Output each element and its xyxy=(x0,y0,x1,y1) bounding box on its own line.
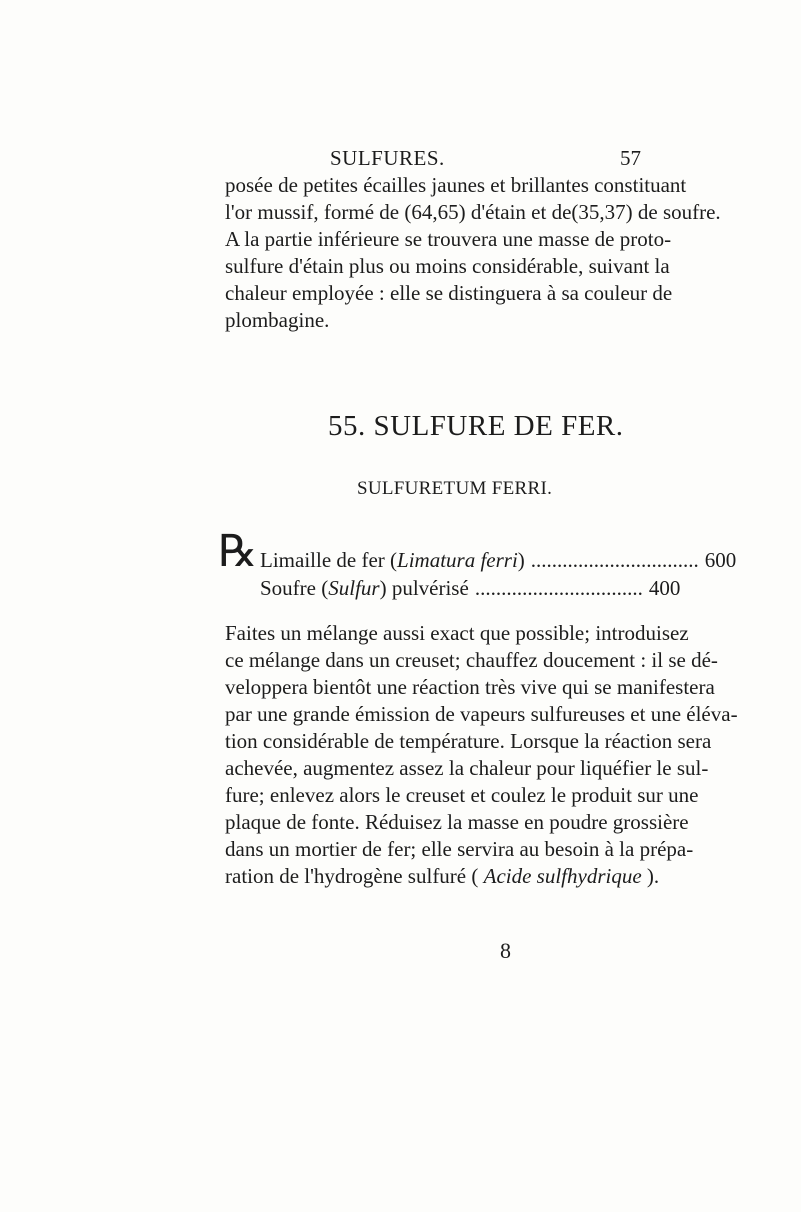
text-line: tion considérable de température. Lorsque la réaction sera xyxy=(225,729,712,753)
text-line: plombagine. xyxy=(225,308,330,332)
paragraph-2 xyxy=(225,620,738,890)
text-line: veloppera bientôt une réaction très vive qui se manifestera xyxy=(225,675,715,699)
leader-dots: ................................ xyxy=(530,548,699,572)
ingredient-name: Limaille de fer (Limatura ferri) xyxy=(260,548,525,572)
text-line: fure; enlevez alors le creuset et coulez le produit sur une xyxy=(225,783,699,807)
ingredient-quantity: 600 xyxy=(704,548,737,572)
text-line: plaque de fonte. Réduisez la masse en poudre grossière xyxy=(225,810,689,834)
ingredient-name: Soufre (Sulfur) pulvérisé xyxy=(260,576,469,600)
section-title: 55. SULFURE DE FER. xyxy=(328,410,624,442)
recipe-symbol: ℞ xyxy=(218,527,258,576)
latin-title: SULFURETUM FERRI. xyxy=(357,478,553,499)
text-line: ce mélange dans un creuset; chauffez doucement : il se dé- xyxy=(225,648,718,672)
ingredient-quantity: 400 xyxy=(648,576,681,600)
text-line: dans un mortier de fer; elle servira au besoin à la prépa- xyxy=(225,837,694,861)
leader-dots: ................................ xyxy=(474,576,643,600)
page-number: 57 xyxy=(620,146,641,170)
text-line: ration de l'hydrogène sulfuré ( Acide sulfhydrique ). xyxy=(225,864,660,888)
recipe-item xyxy=(260,576,681,601)
text-line: Faites un mélange aussi exact que possible; introduisez xyxy=(225,621,689,645)
paragraph-1 xyxy=(225,172,721,334)
signature-mark: 8 xyxy=(500,938,511,963)
text-line: l'or mussif, formé de (64,65) d'étain et de(35,37) de soufre. xyxy=(225,200,721,224)
text-line: par une grande émission de vapeurs sulfureuses et une éléva- xyxy=(225,702,738,726)
recipe-item xyxy=(260,548,737,573)
text-line: posée de petites écailles jaunes et brillantes constituant xyxy=(225,173,687,197)
text-line: chaleur employée : elle se distinguera à sa couleur de xyxy=(225,281,673,305)
text-line: A la partie inférieure se trouvera une masse de proto- xyxy=(225,227,672,251)
text-line: achevée, augmentez assez la chaleur pour liquéfier le sul- xyxy=(225,756,709,780)
text-line: sulfure d'étain plus ou moins considérable, suivant la xyxy=(225,254,670,278)
running-header: SULFURES. xyxy=(330,146,445,170)
